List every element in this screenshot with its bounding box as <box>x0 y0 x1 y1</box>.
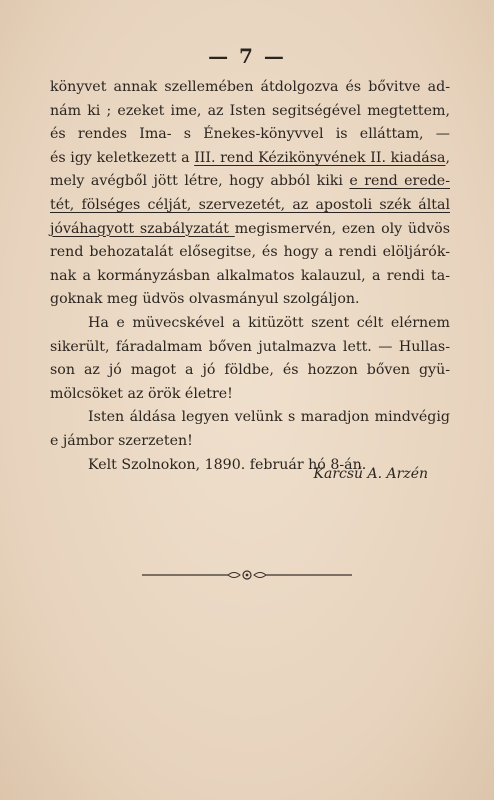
text-line <box>50 147 450 171</box>
ornament-divider-icon <box>142 568 352 582</box>
page-number: — 7 — <box>208 44 286 68</box>
underlined-text: III. rend Kézikönyvének II. kiadása <box>194 149 446 166</box>
text-line: son az jó magot a jó földbe, és hozzon bőven gyü- <box>50 362 450 379</box>
text-line: könyvet annak szellemében átdolgozva és bővitve ad- <box>50 79 450 95</box>
text-span: mely avégből jött létre, hogy abból kiki <box>50 173 350 190</box>
text-line: rend behozatalát elősegitse, és hogy a rendi elöljárók- <box>50 244 450 261</box>
text-line: sikerült, fáradalmam bőven jutalmazva lett. — Hullas- <box>50 338 450 355</box>
text-line: mölcsöket az örök életre! <box>50 385 233 402</box>
author-signature: Karcsú A. Arzén <box>313 466 428 482</box>
text-line <box>50 194 450 218</box>
text-line <box>50 170 450 194</box>
underlined-text: tét, fölséges célját, szervezetét, az apostoli szék által <box>50 196 450 213</box>
text-line: Isten áldása legyen velünk s maradjon mindvégig <box>88 409 450 426</box>
underlined-text: e rend erede- <box>349 173 450 190</box>
text-line: nak a kormányzásban alkalmatos kalauzul, a rendi ta- <box>50 267 450 284</box>
text-span: megismervén, ezen oly üdvös <box>234 220 450 237</box>
underlined-text: jóváhagyott szabályzatát <box>50 220 235 237</box>
text-line: nám ki ; ezeket ime, az Isten segitségével megtettem, <box>50 102 450 119</box>
text-line: goknak meg üdvös olvasmányul szolgáljon. <box>50 291 360 308</box>
text-line <box>50 218 450 242</box>
text-span: és igy keletkezett a <box>50 149 195 166</box>
text-span: , <box>445 149 450 166</box>
text-line: és rendes Ima- s Énekes-könyvvel is elláttam, — <box>50 126 450 143</box>
text-line: Ha e müvecskével a kitüzött szent célt elérnem <box>88 314 450 331</box>
body-text <box>50 76 450 477</box>
text-line: e jámbor szerzeten! <box>50 432 193 449</box>
text-line: Kelt Szolnokon, 1890. február hó 8-án. <box>88 456 367 473</box>
